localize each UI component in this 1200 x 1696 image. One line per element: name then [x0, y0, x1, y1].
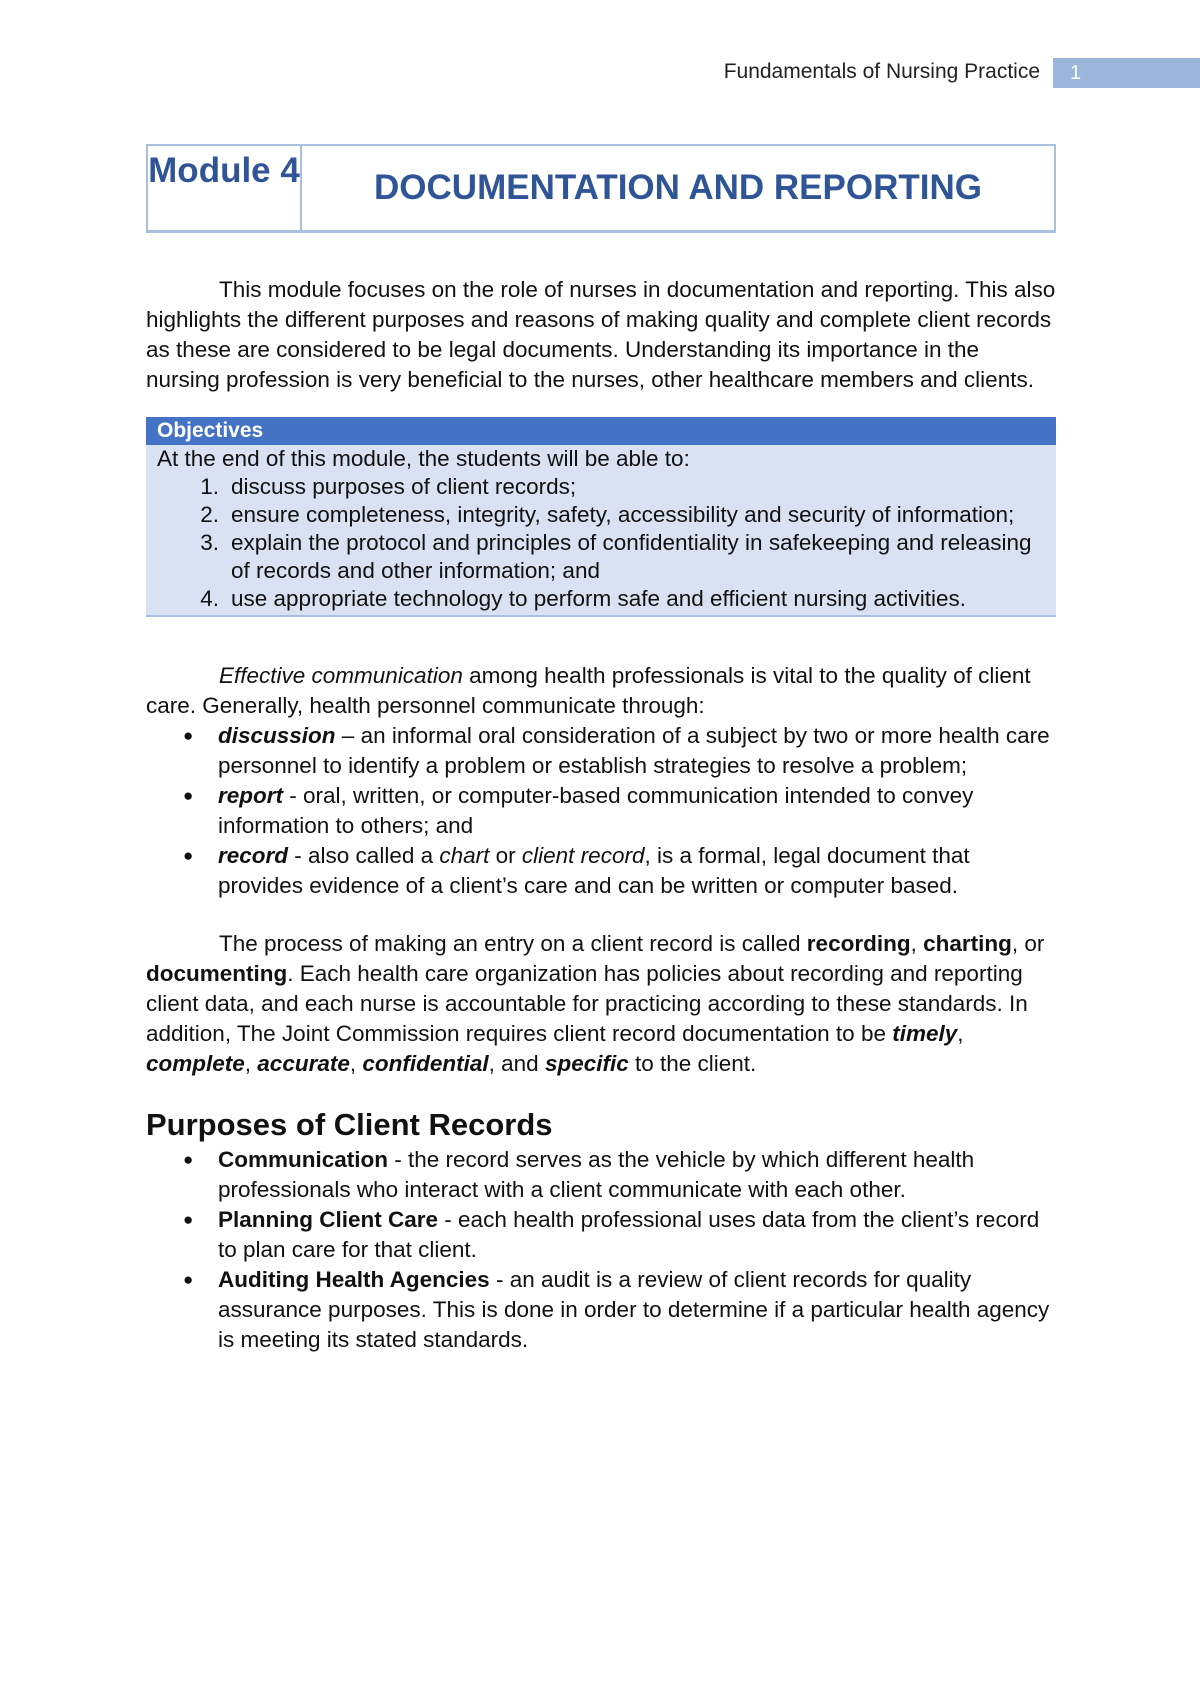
item-text: - each health professional uses data from the client’s record to plan care for that client. — [218, 1207, 1040, 1262]
module-label: Module 4 — [148, 146, 302, 230]
paragraph-text: . Each health care organization has policies about recording and reporting client data, and each nurse is accountable for practicing according to these standards. In addition, The Joint Commission requires client record documentation to be — [146, 961, 1028, 1046]
objectives-heading: Objectives — [146, 417, 1056, 445]
list-item — [157, 529, 1045, 585]
item-number: 3. — [200, 530, 219, 555]
process-paragraph — [146, 929, 1056, 1079]
paragraph-text: , — [910, 931, 924, 956]
list-item — [146, 1205, 1056, 1265]
bold-term: recording — [806, 931, 911, 956]
paragraph-text: , — [349, 1051, 363, 1076]
paragraph-text: , and — [488, 1051, 545, 1076]
list-item — [146, 841, 1056, 901]
list-item — [146, 781, 1056, 841]
intro-paragraph: This module focuses on the role of nurses in documentation and reporting. This also highlights the different purposes and reasons of making quality and complete client records as these are considered to be legal documents. Understanding its importance in the nursing profession is very beneficial to the nurses, other healthcare members and clients. — [146, 277, 1056, 392]
bullet-dot-icon: ● — [183, 1210, 194, 1229]
item-text: – an informal oral consideration of a subject by two or more health care personnel to identify a problem or establish strategies to resolve a problem; — [218, 723, 1050, 778]
item-text: use appropriate technology to perform safe and efficient nursing activities. — [231, 586, 967, 611]
paragraph-text: , — [244, 1051, 258, 1076]
communication-list — [146, 721, 1056, 901]
list-item — [157, 585, 1045, 613]
page-number: 1 — [1053, 58, 1200, 88]
bold-term: documenting — [146, 961, 288, 986]
bullet-dot-icon: ● — [183, 1150, 194, 1169]
module-title: DOCUMENTATION AND REPORTING — [374, 168, 982, 207]
paragraph-text: The process of making an entry on a client record is called — [219, 931, 807, 956]
quality-term: complete — [146, 1051, 245, 1076]
item-text: discuss purposes of client records; — [231, 474, 577, 499]
bullet-dot-icon: ● — [183, 1270, 194, 1289]
purposes-list — [146, 1145, 1056, 1355]
communication-paragraph — [146, 661, 1056, 721]
document-body — [146, 275, 1056, 1355]
objectives-box — [146, 417, 1056, 617]
term: Planning Client Care — [218, 1207, 439, 1232]
emphasis-term: chart — [439, 843, 490, 868]
item-text: explain the protocol and principles of confidentiality in safekeeping and releasing of records and other information; and — [231, 530, 1032, 583]
term: Communication — [218, 1147, 389, 1172]
item-text: - an audit is a review of client records for quality assurance purposes. This is done in order to determine if a particular health agency is meeting its stated standards. — [218, 1267, 1050, 1352]
quality-term: accurate — [257, 1051, 350, 1076]
item-text: - oral, written, or computer-based communication intended to convey information to others; and — [218, 783, 974, 838]
header-title: Fundamentals of Nursing Practice — [723, 60, 1040, 83]
bullet-dot-icon: ● — [183, 786, 194, 805]
section-heading: Purposes of Client Records — [146, 1107, 553, 1142]
quality-term: timely — [892, 1021, 958, 1046]
term: record — [218, 843, 289, 868]
item-text: - also called a — [288, 843, 440, 868]
quality-term: confidential — [362, 1051, 489, 1076]
item-number: 2. — [200, 502, 219, 527]
list-item — [146, 1145, 1056, 1205]
item-text: , is a formal, legal document that provides evidence of a client’s care and can be written or computer based. — [218, 843, 970, 898]
list-item — [146, 721, 1056, 781]
item-text: ensure completeness, integrity, safety, accessibility and security of information; — [231, 502, 1015, 527]
item-number: 4. — [200, 586, 219, 611]
item-text: or — [489, 843, 522, 868]
objectives-lead: At the end of this module, the students will be able to: — [157, 446, 690, 471]
paragraph-text: among health professionals is vital to the quality of client care. Generally, health personnel communicate through: — [146, 663, 1031, 718]
paragraph-text: , or — [1011, 931, 1045, 956]
list-item — [157, 501, 1045, 529]
paragraph-text: , — [957, 1021, 964, 1046]
term: report — [218, 783, 284, 808]
bold-term: charting — [923, 931, 1012, 956]
list-item — [157, 473, 1045, 501]
emphasis-term: Effective communication — [219, 663, 463, 688]
module-title-box — [146, 144, 1056, 233]
emphasis-term: client record — [521, 843, 645, 868]
bullet-dot-icon: ● — [183, 726, 194, 745]
bullet-dot-icon: ● — [183, 846, 194, 865]
objectives-list — [157, 473, 1045, 613]
paragraph-text: to the client. — [628, 1051, 757, 1076]
page-header — [0, 58, 1200, 88]
term: Auditing Health Agencies — [218, 1267, 490, 1292]
item-number: 1. — [200, 474, 219, 499]
list-item — [146, 1265, 1056, 1355]
item-text: - the record serves as the vehicle by which different health professionals who interact with a client communicate with each other. — [218, 1147, 975, 1202]
term: discussion — [218, 723, 336, 748]
quality-term: specific — [544, 1051, 629, 1076]
